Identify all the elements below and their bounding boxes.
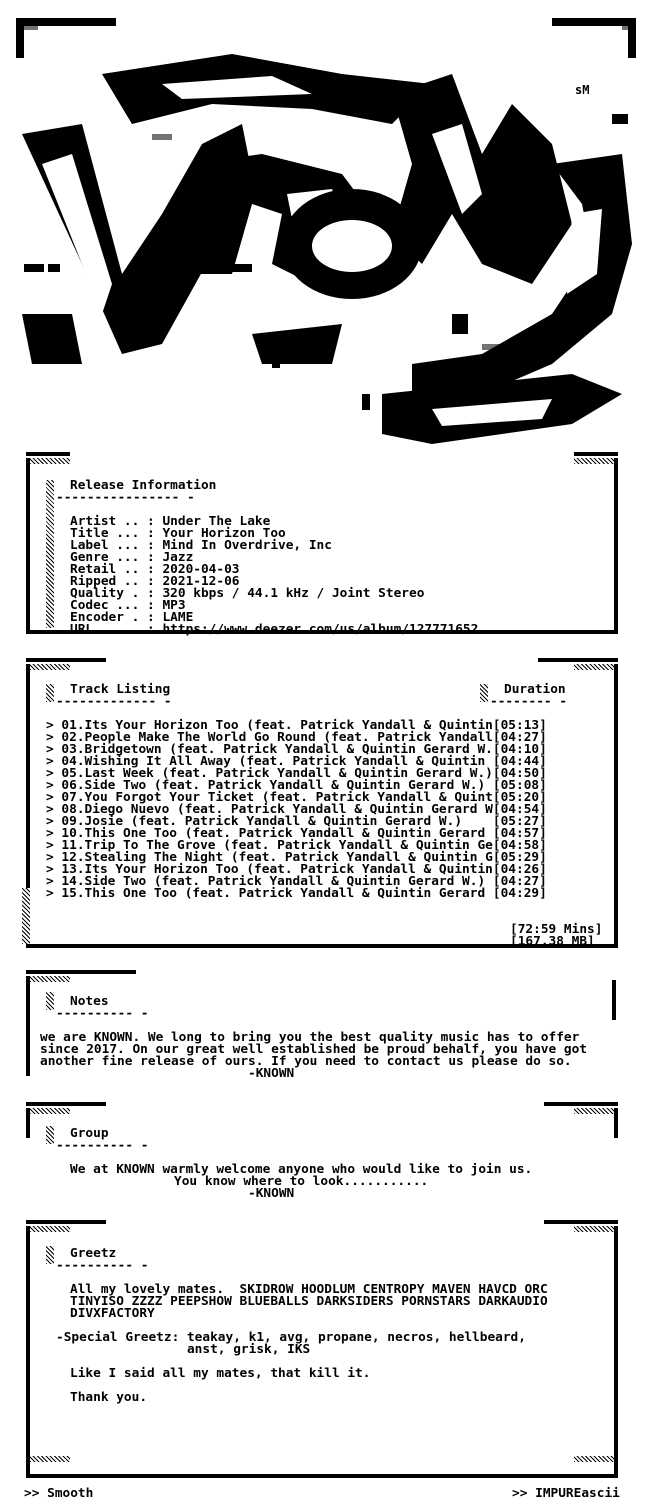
track-arrow-icon: > bbox=[46, 790, 62, 805]
release-info-value: 320 kbps / 44.1 kHz / Joint Stereo bbox=[162, 586, 425, 601]
notes-heading: Notes bbox=[70, 994, 109, 1009]
track-title: 05.Last Week (feat. Patrick Yandall & Quintin Gerard W.) bbox=[61, 766, 493, 781]
track-arrow-icon: > bbox=[46, 826, 62, 841]
greetz-mates-line-1: All my lovely mates. SKIDROW HOODLUM CENTROPY MAVEN HAVCD ORC bbox=[70, 1282, 548, 1297]
release-info-value: Under The Lake bbox=[162, 514, 271, 529]
track-duration: [05:27] bbox=[492, 814, 547, 829]
track-arrow-icon: > bbox=[46, 874, 62, 889]
track-duration: [05:13] bbox=[492, 718, 547, 733]
track-title: 06.Side Two (feat. Patrick Yandall & Quintin Gerard W.) bbox=[61, 778, 493, 793]
track-duration: [04:26] bbox=[492, 862, 547, 877]
duration-heading: Duration bbox=[504, 682, 566, 697]
track-title: 07.You Forgot Your Ticket (feat. Patrick Yandall & Quint bbox=[61, 790, 493, 805]
release-info-key: Label ... : bbox=[70, 538, 163, 553]
track-duration: [05:29] bbox=[492, 850, 547, 865]
logo-signature: sM bbox=[575, 83, 590, 97]
ascii-logo bbox=[12, 14, 640, 446]
release-section bbox=[22, 452, 626, 638]
track-arrow-icon: > bbox=[46, 766, 62, 781]
track-duration: [04:27] bbox=[492, 730, 547, 745]
track-arrow-icon: > bbox=[46, 742, 62, 757]
track-title: 01.Its Your Horizon Too (feat. Patrick Yandall & Quintin bbox=[61, 718, 493, 733]
release-info-key: URL ..... : bbox=[70, 622, 163, 637]
track-duration: [04:29] bbox=[492, 886, 547, 901]
release-info-key: Codec ... : bbox=[70, 598, 163, 613]
footer-credit-left: >> Smooth bbox=[24, 1486, 94, 1501]
release-info-key: Encoder . : bbox=[70, 610, 163, 625]
special-greetz-line-2: anst, grisk, IKS bbox=[56, 1342, 311, 1357]
track-title: 14.Side Two (feat. Patrick Yandall & Quintin Gerard W.) bbox=[61, 874, 493, 889]
track-duration: [05:20] bbox=[492, 790, 547, 805]
greetz-closing-1: Like I said all my mates, that kill it. bbox=[70, 1366, 371, 1381]
track-title: 11.Trip To The Grove (feat. Patrick Yandall & Quintin Ge bbox=[61, 838, 493, 853]
special-greetz-line-1: -Special Greetz: teakay, k1, avg, propane, necros, hellbeard, bbox=[56, 1330, 526, 1345]
track-duration: [04:44] bbox=[492, 754, 547, 769]
duration-heading-rule: -------- - bbox=[490, 694, 568, 709]
release-heading: Release Information bbox=[70, 478, 217, 493]
release-info-key: Quality . : bbox=[70, 586, 163, 601]
group-line-1: We at KNOWN warmly welcome anyone who would like to join us. bbox=[70, 1162, 533, 1177]
track-arrow-icon: > bbox=[46, 778, 62, 793]
release-info-value: MP3 bbox=[162, 598, 186, 613]
greetz-section bbox=[22, 1220, 626, 1480]
track-duration: [04:10] bbox=[492, 742, 547, 757]
track-title: 09.Josie (feat. Patrick Yandall & Quintin Gerard W.) bbox=[61, 814, 493, 829]
release-info-value: LAME bbox=[162, 610, 194, 625]
greetz-heading: Greetz bbox=[70, 1246, 117, 1261]
track-title: 13.Its Your Horizon Too (feat. Patrick Yandall & Quintin bbox=[61, 862, 493, 877]
track-title: 10.This One Too (feat. Patrick Yandall & Quintin Gerard bbox=[61, 826, 493, 841]
release-info-key: Title ... : bbox=[70, 526, 163, 541]
track-title: 15.This One Too (feat. Patrick Yandall & Quintin Gerard bbox=[61, 886, 493, 901]
greetz-mates-line-2: TINYISO ZZZZ PEEPSHOW BLUEBALLS DARKSIDERS PORNSTARS DARKAUDIO bbox=[70, 1294, 548, 1309]
tracklist-section bbox=[22, 658, 626, 950]
notes-section bbox=[22, 970, 626, 1082]
group-section bbox=[22, 1102, 626, 1206]
greetz-closing-2: Thank you. bbox=[70, 1390, 148, 1405]
track-duration: [04:58] bbox=[492, 838, 547, 853]
track-duration: [04:54] bbox=[492, 802, 547, 817]
track-duration: [05:08] bbox=[492, 778, 547, 793]
track-duration: [04:57] bbox=[492, 826, 547, 841]
release-info-value: Your Horizon Too bbox=[162, 526, 286, 541]
tracklist-heading: Track Listing bbox=[70, 682, 171, 697]
release-info-value: Jazz bbox=[162, 550, 194, 565]
release-info-value: https://www.deezer.com/us/album/127771652 bbox=[162, 622, 479, 637]
group-heading-rule: ---------- - bbox=[56, 1138, 149, 1153]
track-arrow-icon: > bbox=[46, 802, 62, 817]
track-arrow-icon: > bbox=[46, 838, 62, 853]
release-info-value: Mind In Overdrive, Inc bbox=[162, 538, 332, 553]
track-title: 04.Wishing It All Away (feat. Patrick Yandall & Quintin bbox=[61, 754, 493, 769]
total-size: [167.38 MB] bbox=[510, 934, 595, 949]
track-arrow-icon: > bbox=[46, 862, 62, 877]
notes-signature: -KNOWN bbox=[248, 1066, 295, 1081]
track-title: 03.Bridgetown (feat. Patrick Yandall & Quintin Gerard W. bbox=[61, 742, 493, 757]
release-info-value: 2021-12-06 bbox=[162, 574, 240, 589]
notes-line-2: since 2017. On our great well established be proud behalf, you have got bbox=[40, 1042, 588, 1057]
track-duration: [04:50] bbox=[492, 766, 547, 781]
notes-line-1: we are KNOWN. We long to bring you the best quality music has to offer bbox=[40, 1030, 580, 1045]
track-row bbox=[46, 888, 547, 900]
notes-line-3: another fine release of ours. If you need to contact us please do so. bbox=[40, 1054, 572, 1069]
release-info-key: Artist .. : bbox=[70, 514, 163, 529]
track-arrow-icon: > bbox=[46, 850, 62, 865]
release-info-key: Ripped .. : bbox=[70, 574, 163, 589]
track-arrow-icon: > bbox=[46, 886, 62, 901]
track-title: 08.Diego Nuevo (feat. Patrick Yandall & Quintin Gerard W bbox=[61, 802, 493, 817]
track-arrow-icon: > bbox=[46, 814, 62, 829]
greetz-mates-line-3: DIVXFACTORY bbox=[70, 1306, 155, 1321]
logo-artwork bbox=[12, 14, 640, 446]
track-arrow-icon: > bbox=[46, 730, 62, 745]
track-title: 02.People Make The World Go Round (feat. Patrick Yandall bbox=[61, 730, 493, 745]
release-info-key: Retail .. : bbox=[70, 562, 163, 577]
release-heading-rule: ---------------- - bbox=[56, 490, 195, 505]
track-duration: [04:27] bbox=[492, 874, 547, 889]
track-title: 12.Stealing The Night (feat. Patrick Yandall & Quintin G bbox=[61, 850, 493, 865]
release-info-row bbox=[70, 624, 478, 636]
track-arrow-icon: > bbox=[46, 718, 62, 733]
greetz-heading-rule: ---------- - bbox=[56, 1258, 149, 1273]
group-heading: Group bbox=[70, 1126, 109, 1141]
release-info-key: Genre ... : bbox=[70, 550, 163, 565]
release-info-value: 2020-04-03 bbox=[162, 562, 240, 577]
total-time: [72:59 Mins] bbox=[510, 922, 603, 937]
track-arrow-icon: > bbox=[46, 754, 62, 769]
notes-heading-rule: ---------- - bbox=[56, 1006, 149, 1021]
group-line-2: You know where to look........... bbox=[174, 1174, 429, 1189]
group-signature: -KNOWN bbox=[248, 1186, 295, 1201]
tracklist-heading-rule: ------------- - bbox=[56, 694, 172, 709]
footer-credit-right: >> IMPUREascii bbox=[512, 1486, 620, 1501]
